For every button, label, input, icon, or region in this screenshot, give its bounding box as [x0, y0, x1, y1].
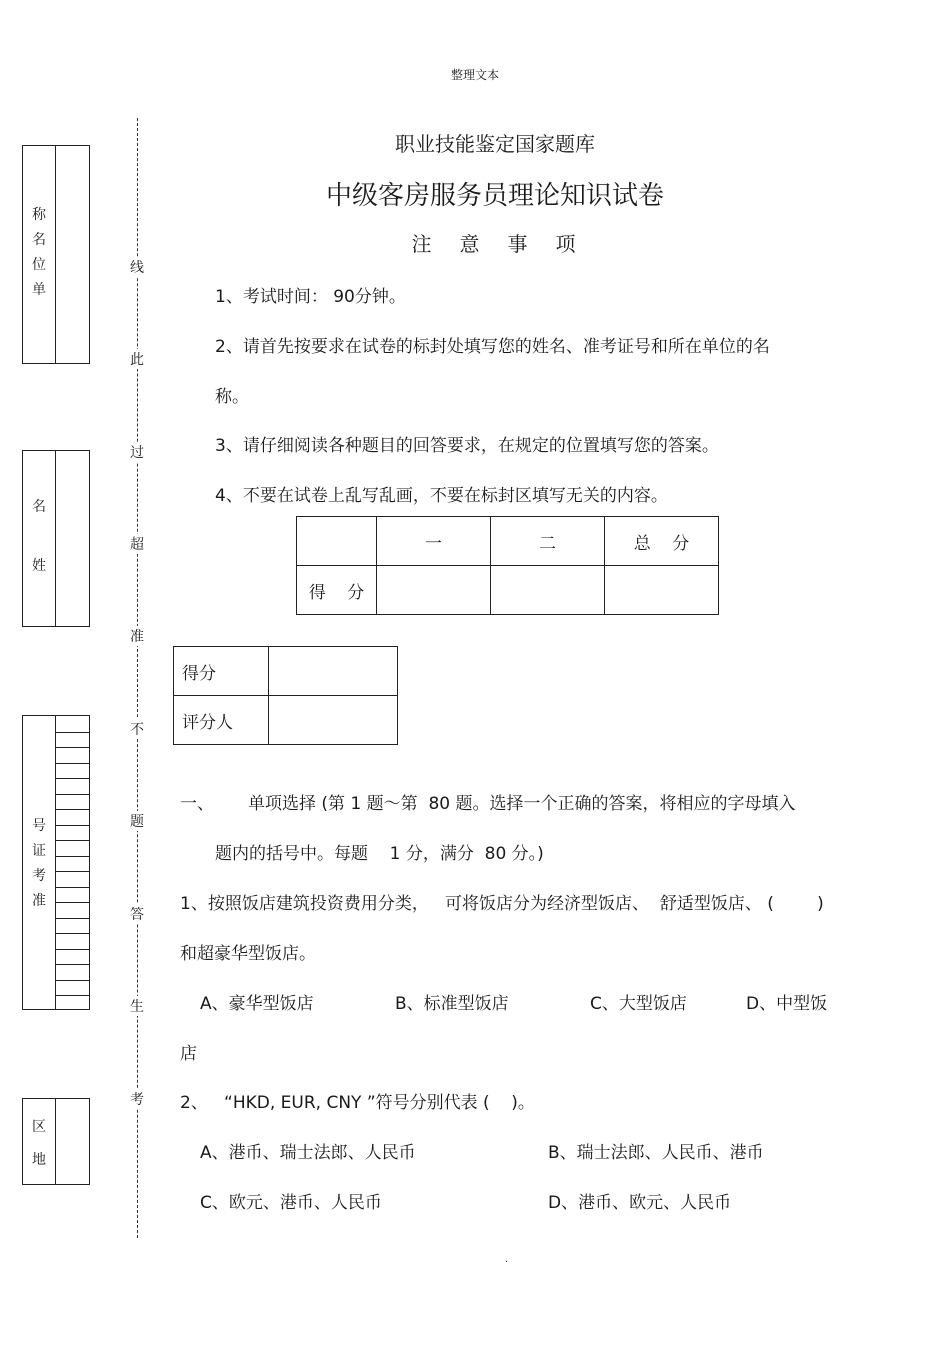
box-divider — [55, 716, 56, 1009]
name-label-char: 名 — [32, 499, 46, 515]
section-instructions: 单项选择 (第 1 题～第 80 题。选择一个正确的答案，将相应的字母填入 — [248, 794, 796, 814]
region-label-char: 地 — [32, 1152, 46, 1168]
exam-id-cell-line — [56, 980, 89, 981]
exam-id-label-char: 证 — [32, 843, 46, 859]
seal-char: 超 — [126, 534, 148, 554]
grader-name-label: 评分人 — [174, 696, 269, 745]
question-1-option-c: C、大型饭店 — [590, 994, 687, 1014]
exam-id-cell-line — [56, 949, 89, 950]
exam-id-box — [22, 715, 90, 1010]
exam-id-cell-line — [56, 840, 89, 841]
region-box — [22, 1098, 90, 1185]
notice-heading: 注意事项 — [411, 232, 604, 256]
score-table-score-row — [297, 566, 719, 615]
exam-id-cell-line — [56, 825, 89, 826]
exam-id-cell-line — [56, 747, 89, 748]
seal-char: 准 — [126, 626, 148, 646]
name-label-char: 姓 — [32, 558, 46, 574]
grader-name-row — [174, 696, 398, 745]
box-divider — [55, 451, 56, 626]
section-instructions-cont: 题内的括号中。每题 1 分，满分 80 分。) — [215, 844, 544, 864]
grader-score-cell[interactable] — [269, 647, 398, 696]
question-1-stem: 1、按照饭店建筑投资费用分类， 可将饭店分为经济型饭店、 舒适型饭店、 ( ) — [180, 894, 824, 914]
score-cell-part1[interactable] — [377, 566, 491, 615]
exam-id-cell-line — [56, 964, 89, 965]
unit-label-char: 称 — [32, 207, 46, 223]
exam-id-cell-line — [56, 933, 89, 934]
seal-char: 考 — [126, 1089, 148, 1109]
seal-char: 答 — [126, 904, 148, 924]
exam-id-cell-line — [56, 763, 89, 764]
question-2-stem: 2、 “HKD, EUR, CNY ”符号分别代表 ( )。 — [180, 1093, 535, 1113]
question-2-option-d: D、港币、欧元、人民币 — [548, 1193, 732, 1213]
note-2-cont: 称。 — [215, 387, 249, 407]
exam-id-cell-line — [56, 871, 89, 872]
unit-label-char: 位 — [32, 257, 46, 273]
note-3: 3、请仔细阅读各种题目的回答要求，在规定的位置填写您的答案。 — [215, 436, 719, 456]
score-header-total: 总 分 — [605, 517, 719, 566]
question-1-option-d: D、中型饭 — [746, 994, 828, 1014]
question-2-option-a: A、港币、瑞士法郎、人民币 — [200, 1143, 416, 1163]
note-1: 1、考试时间： 90分钟。 — [215, 287, 406, 307]
score-cell-part2[interactable] — [491, 566, 605, 615]
footer-mark: . — [505, 1254, 509, 1265]
unit-label-char: 单 — [32, 282, 46, 298]
score-header-part2: 二 — [491, 517, 605, 566]
question-2-option-c: C、欧元、港币、人民币 — [200, 1193, 382, 1213]
seal-dashed-line — [137, 118, 138, 1238]
exam-id-cell-line — [56, 887, 89, 888]
question-1-stem-cont: 和超豪华型饭店。 — [180, 944, 316, 964]
exam-id-cell-line — [56, 856, 89, 857]
question-1-option-b: B、标准型饭店 — [395, 994, 509, 1014]
note-4: 4、不要在试卷上乱写乱画，不要在标封区填写无关的内容。 — [215, 486, 668, 506]
grader-table — [173, 646, 398, 745]
grader-name-cell[interactable] — [269, 696, 398, 745]
seal-char: 线 — [126, 257, 148, 277]
exam-id-label-char: 准 — [32, 893, 46, 909]
score-row-label: 得 分 — [297, 566, 377, 615]
seal-char: 生 — [126, 996, 148, 1016]
exam-id-cell-line — [56, 778, 89, 779]
exam-bank-title: 职业技能鉴定国家题库 — [395, 132, 595, 156]
exam-id-cell-line — [56, 794, 89, 795]
exam-id-cell-line — [56, 809, 89, 810]
exam-id-label-char: 考 — [32, 868, 46, 884]
seal-char: 此 — [126, 349, 148, 369]
seal-char: 不 — [126, 719, 148, 739]
question-2-option-b: B、瑞士法郎、人民币、港币 — [548, 1143, 764, 1163]
exam-id-cell-line — [56, 918, 89, 919]
exam-id-cell-line — [56, 995, 89, 996]
score-table — [296, 516, 719, 615]
score-table-corner — [297, 517, 377, 566]
grader-score-row — [174, 647, 398, 696]
grader-score-label: 得分 — [174, 647, 269, 696]
unit-name-box — [22, 145, 90, 364]
exam-id-label-char: 号 — [32, 818, 46, 834]
exam-id-cell-line — [56, 902, 89, 903]
note-2: 2、请首先按要求在试卷的标封处填写您的姓名、准考证号和所在单位的名 — [215, 337, 770, 357]
name-box — [22, 450, 90, 627]
score-table-header-row — [297, 517, 719, 566]
section-number: 一、 — [180, 794, 214, 814]
seal-char: 过 — [126, 442, 148, 462]
header-note: 整理文本 — [450, 68, 499, 82]
region-label-char: 区 — [32, 1119, 46, 1135]
question-1-option-d-wrap: 店 — [180, 1044, 197, 1064]
box-divider — [55, 146, 56, 363]
exam-title: 中级客房服务员理论知识试卷 — [325, 181, 664, 211]
score-cell-total[interactable] — [605, 566, 719, 615]
unit-label-char: 名 — [32, 232, 46, 248]
seal-char: 题 — [126, 811, 148, 831]
box-divider — [55, 1099, 56, 1184]
score-header-part1: 一 — [377, 517, 491, 566]
question-1-option-a: A、豪华型饭店 — [200, 994, 314, 1014]
exam-id-cell-line — [56, 732, 89, 733]
